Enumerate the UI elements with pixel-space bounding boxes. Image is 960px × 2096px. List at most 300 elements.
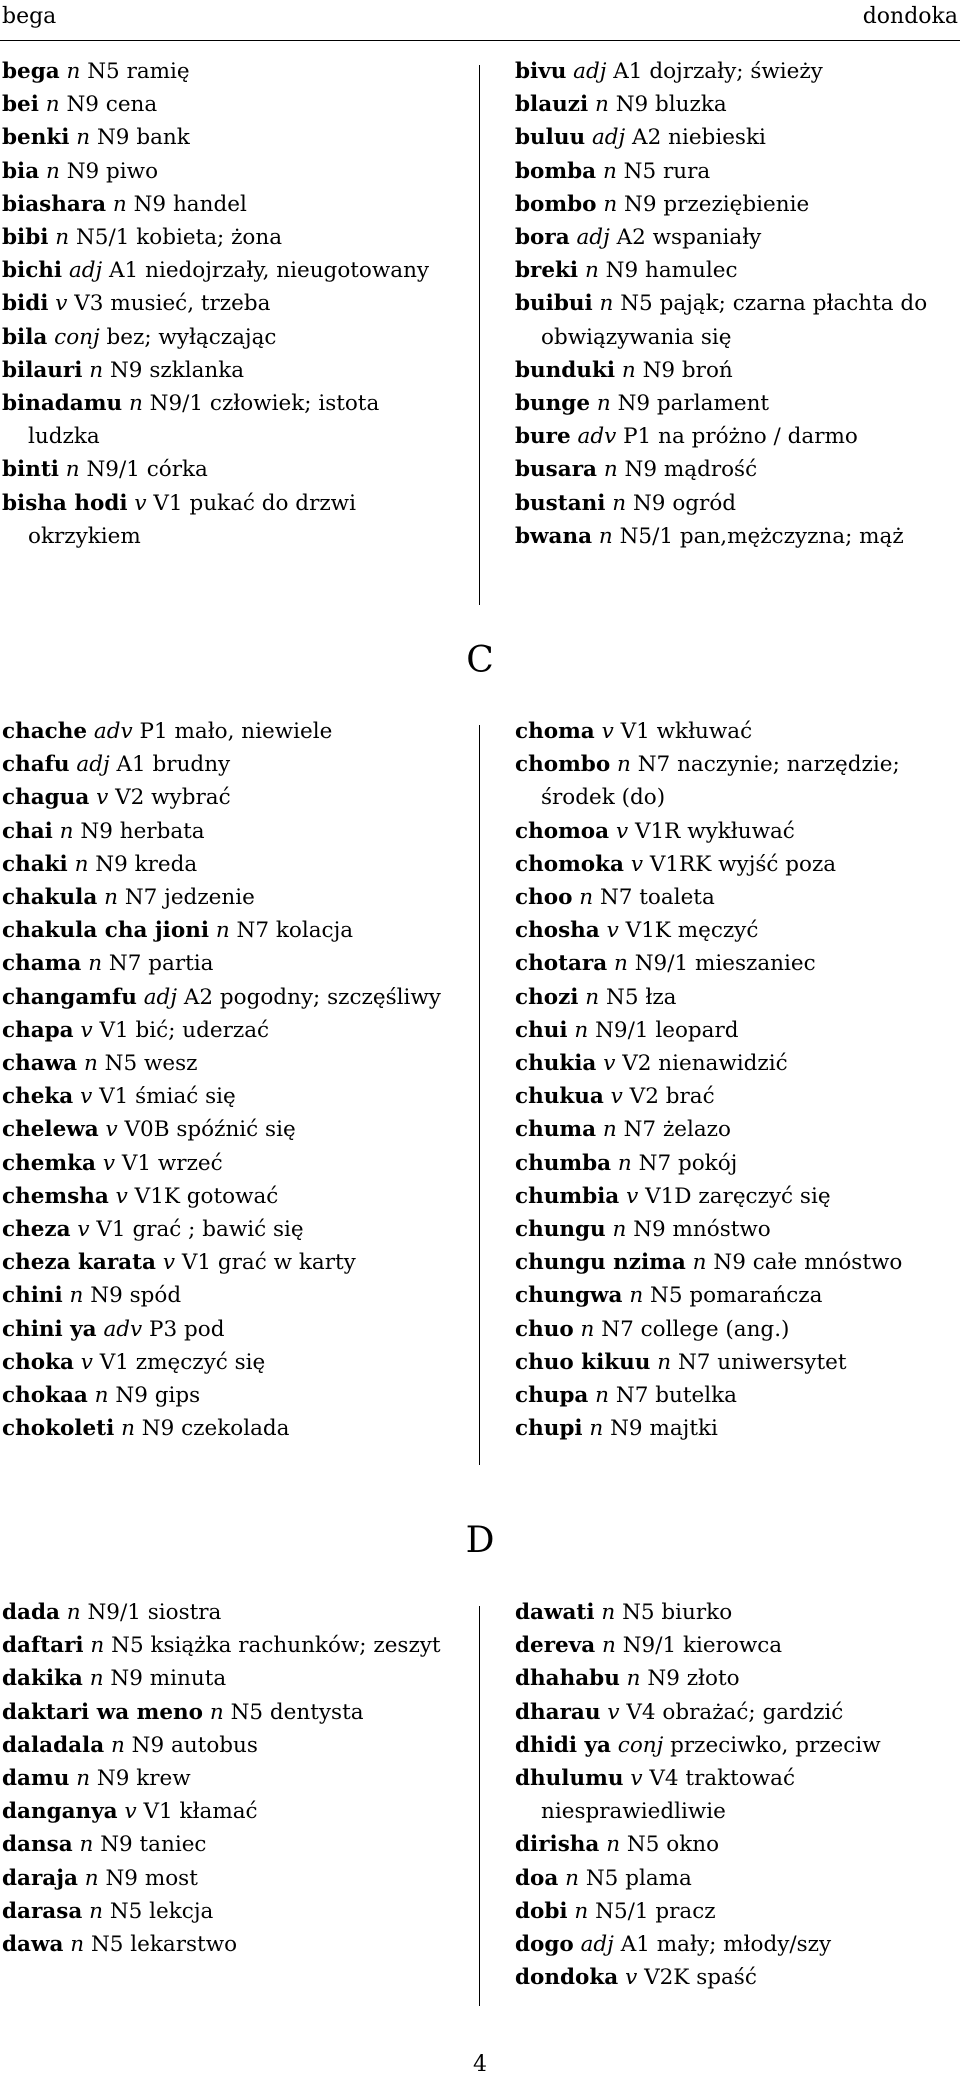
- entry-class: N9: [80, 818, 113, 844]
- dictionary-entry: [515, 981, 955, 1014]
- entry-headword: bunge: [515, 391, 591, 417]
- entry-part-of-speech: n: [585, 984, 600, 1010]
- entry-part-of-speech: n: [215, 918, 230, 944]
- entry-part-of-speech: n: [606, 1832, 621, 1858]
- dictionary-entry: [2, 1729, 442, 1762]
- entry-class: N7: [108, 951, 142, 977]
- entry-definition: gips: [154, 1383, 201, 1409]
- entry-definition: kobieta; żona: [136, 225, 283, 251]
- dictionary-entry: [515, 1928, 955, 1961]
- entry-headword: chagua: [2, 785, 90, 811]
- dictionary-entry: [515, 1313, 955, 1346]
- dictionary-entry: [2, 1313, 442, 1346]
- dictionary-entry: [515, 914, 955, 947]
- dictionary-entry: [515, 88, 955, 121]
- entry-definition: dentysta: [269, 1699, 364, 1725]
- entry-part-of-speech: n: [574, 1898, 589, 1924]
- entry-part-of-speech: n: [128, 391, 143, 417]
- entry-definition: mądrość: [663, 457, 758, 483]
- entry-definition: kolacja: [275, 918, 354, 944]
- entry-part-of-speech: n: [602, 1117, 617, 1143]
- entry-definition: traktować niesprawiedliwie: [541, 1766, 796, 1825]
- entry-part-of-speech: v: [162, 1250, 175, 1276]
- entry-class: A2: [183, 984, 214, 1010]
- entry-part-of-speech: adj: [576, 225, 610, 251]
- entry-headword: bichi: [2, 258, 63, 284]
- dictionary-entry: [515, 1629, 955, 1662]
- dictionary-entry: [2, 1180, 442, 1213]
- entry-definition: grać w karty: [217, 1250, 356, 1276]
- entry-headword: daftari: [2, 1633, 84, 1659]
- entry-part-of-speech: n: [84, 1865, 99, 1891]
- dictionary-entry: [515, 1828, 955, 1861]
- entry-class: V1: [181, 1250, 212, 1276]
- entry-part-of-speech: n: [83, 1051, 98, 1077]
- dictionary-entry: [2, 1113, 442, 1146]
- entry-headword: dawati: [515, 1600, 595, 1625]
- dictionary-entry: [515, 1014, 955, 1047]
- dictionary-entry: [515, 1596, 955, 1629]
- entry-definition: naczynie; narzędzie; środek (do): [541, 752, 900, 811]
- entry-part-of-speech: n: [121, 1416, 135, 1442]
- dictionary-entry: [2, 287, 442, 320]
- entry-class: V1: [620, 719, 650, 744]
- entry-definition: łza: [645, 984, 677, 1010]
- dictionary-entry: [515, 1047, 955, 1080]
- entry-part-of-speech: n: [617, 752, 631, 778]
- dictionary-entry: [515, 848, 955, 881]
- entry-headword: dhulumu: [515, 1766, 624, 1792]
- entry-class: N9: [610, 1416, 643, 1442]
- entry-class: V1: [99, 1084, 129, 1110]
- entry-headword: dada: [2, 1600, 60, 1625]
- entry-definition: pokój: [677, 1150, 738, 1176]
- section-d: [0, 1596, 960, 2016]
- entry-class: N5: [620, 291, 653, 317]
- entry-definition: szklanka: [149, 357, 245, 383]
- entry-part-of-speech: n: [76, 1766, 91, 1792]
- entry-class: V1: [153, 490, 183, 516]
- entry-definition: bluzka: [655, 92, 727, 118]
- entry-class: A1: [620, 1932, 650, 1958]
- entry-class: N9: [617, 391, 651, 417]
- entry-class: N7: [124, 885, 158, 911]
- entry-part-of-speech: n: [612, 490, 627, 516]
- entry-class: N9: [624, 191, 657, 217]
- dictionary-entry: [2, 1828, 442, 1861]
- entry-definition: pogodny; szczęśliwy: [219, 984, 441, 1010]
- entry-definition: ramię: [126, 59, 190, 84]
- entry-definition: jedzenie: [164, 885, 255, 911]
- entry-part-of-speech: n: [94, 1383, 109, 1409]
- dictionary-entry: [515, 1662, 955, 1695]
- entry-class: N5: [111, 1633, 144, 1659]
- entry-part-of-speech: adj: [68, 258, 103, 284]
- entry-definition: piwo: [106, 158, 159, 184]
- entry-part-of-speech: n: [580, 1316, 595, 1342]
- entry-definition: musieć, trzeba: [110, 291, 271, 317]
- entry-class: V1: [96, 1217, 126, 1243]
- entry-class: N9/1: [86, 457, 140, 483]
- entry-class: N5: [90, 1932, 124, 1958]
- entry-class: V2: [622, 1051, 652, 1077]
- entry-definition: nienawidzić: [658, 1051, 788, 1077]
- running-head-right: dondoka: [862, 4, 958, 29]
- section-b-right-column: [515, 55, 955, 553]
- entry-part-of-speech: n: [614, 951, 628, 977]
- entry-part-of-speech: v: [606, 918, 619, 944]
- dictionary-entry: [2, 1862, 442, 1895]
- dictionary-entry: [515, 1729, 955, 1762]
- entry-definition: pod: [184, 1316, 225, 1342]
- entry-part-of-speech: v: [134, 490, 147, 516]
- dictionary-entry: [2, 1412, 442, 1445]
- entry-class: N5: [230, 1699, 264, 1725]
- entry-headword: chumbia: [515, 1183, 620, 1209]
- dictionary-entry: [2, 1047, 442, 1080]
- entry-headword: bure: [515, 424, 571, 450]
- entry-class: A2: [632, 125, 662, 151]
- entry-headword: chini ya: [2, 1316, 97, 1342]
- entry-headword: chungu: [515, 1217, 606, 1243]
- entry-class: V1: [99, 1017, 129, 1043]
- entry-class: N5: [622, 1600, 655, 1625]
- entry-part-of-speech: adv: [577, 424, 617, 450]
- entry-headword: bibi: [2, 225, 49, 251]
- entry-definition: książka rachunków; zeszyt: [150, 1633, 441, 1659]
- entry-definition: przeziębienie: [663, 191, 810, 217]
- entry-class: A1: [109, 258, 139, 284]
- entry-class: A1: [116, 752, 146, 778]
- entry-headword: choo: [515, 885, 573, 911]
- dictionary-entry: [2, 1696, 442, 1729]
- entry-class: N5: [87, 59, 120, 84]
- dictionary-entry: [515, 520, 955, 553]
- entry-headword: chaki: [2, 851, 68, 877]
- entry-definition: spód: [129, 1283, 182, 1309]
- entry-class: N5: [109, 1898, 143, 1924]
- section-b: [0, 55, 960, 615]
- entry-part-of-speech: n: [69, 1283, 84, 1309]
- entry-definition: mało, niewiele: [174, 719, 333, 744]
- entry-headword: dhahabu: [515, 1666, 620, 1692]
- entry-part-of-speech: n: [65, 457, 80, 483]
- letter-heading-c: C: [466, 640, 494, 681]
- entry-part-of-speech: adj: [143, 984, 177, 1010]
- entry-definition: całe mnóstwo: [752, 1250, 903, 1276]
- entry-headword: chuma: [515, 1117, 597, 1143]
- entry-class: N9/1: [622, 1633, 677, 1659]
- entry-part-of-speech: conj: [54, 324, 100, 350]
- entry-part-of-speech: adv: [93, 719, 133, 744]
- entry-headword: chungu nzima: [515, 1250, 686, 1276]
- dictionary-entry: [2, 1762, 442, 1795]
- dictionary-entry: [515, 1113, 955, 1146]
- entry-definition: butelka: [655, 1383, 737, 1409]
- entry-headword: blauzi: [515, 92, 589, 118]
- entry-part-of-speech: adj: [580, 1932, 614, 1958]
- entry-headword: dansa: [2, 1832, 73, 1858]
- dictionary-entry: [515, 453, 955, 486]
- entry-definition: spaść: [696, 1965, 757, 1991]
- entry-part-of-speech: n: [601, 1600, 616, 1625]
- entry-definition: kierowca: [682, 1633, 783, 1659]
- dictionary-entry: [2, 321, 442, 354]
- entry-headword: chomoa: [515, 818, 610, 844]
- dictionary-entry: [515, 1246, 955, 1279]
- entry-headword: bega: [2, 59, 60, 84]
- entry-definition: rura: [662, 158, 711, 184]
- entry-definition: majtki: [649, 1416, 718, 1442]
- entry-headword: dondoka: [515, 1965, 619, 1991]
- entry-headword: chakula: [2, 885, 98, 911]
- entry-definition: zmęczyć się: [135, 1349, 266, 1375]
- dictionary-entry: [2, 715, 442, 748]
- entry-headword: chawa: [2, 1051, 78, 1077]
- entry-class: N9: [642, 357, 676, 383]
- entry-class: V4: [626, 1699, 656, 1725]
- entry-part-of-speech: n: [621, 357, 636, 383]
- entry-headword: damu: [2, 1766, 70, 1792]
- entry-part-of-speech: n: [594, 92, 609, 118]
- entry-class: V1R: [634, 818, 681, 844]
- entry-headword: chosha: [515, 918, 600, 944]
- dictionary-entry: [515, 715, 955, 748]
- section-d-right-column: [515, 1596, 955, 1994]
- entry-part-of-speech: v: [105, 1117, 118, 1143]
- dictionary-entry: [515, 881, 955, 914]
- entry-class: A1: [613, 59, 643, 84]
- entry-part-of-speech: n: [574, 1017, 589, 1043]
- dictionary-entry: [2, 88, 442, 121]
- entry-headword: chokoleti: [2, 1416, 115, 1442]
- dictionary-entry: [515, 1180, 955, 1213]
- entry-class: N9: [96, 125, 130, 151]
- entry-headword: daladala: [2, 1732, 105, 1758]
- entry-part-of-speech: n: [76, 125, 91, 151]
- entry-definition: pracz: [655, 1898, 716, 1924]
- dictionary-entry: [515, 1346, 955, 1379]
- entry-part-of-speech: n: [595, 1383, 610, 1409]
- entry-part-of-speech: n: [603, 191, 618, 217]
- dictionary-entry: [2, 55, 442, 88]
- entry-part-of-speech: n: [88, 951, 103, 977]
- entry-part-of-speech: n: [89, 357, 104, 383]
- entry-headword: dhidi ya: [515, 1732, 611, 1758]
- entry-class: N5: [623, 158, 657, 184]
- entry-headword: bwana: [515, 523, 593, 549]
- entry-part-of-speech: v: [607, 1699, 620, 1725]
- entry-headword: bivu: [515, 59, 567, 84]
- dictionary-entry: [2, 981, 442, 1014]
- entry-class: N9: [131, 1732, 165, 1758]
- entry-definition: brać: [665, 1084, 715, 1110]
- entry-class: N9: [110, 1666, 143, 1692]
- entry-class: V1: [143, 1799, 173, 1825]
- entry-headword: binti: [2, 457, 59, 483]
- entry-definition: uniwersytet: [717, 1349, 847, 1375]
- entry-definition: pająk; czarna płachta do obwiązywania się: [541, 291, 928, 350]
- entry-definition: minuta: [149, 1666, 227, 1692]
- entry-part-of-speech: n: [657, 1349, 672, 1375]
- entry-headword: benki: [2, 125, 70, 151]
- entry-class: V3: [74, 291, 104, 317]
- entry-part-of-speech: v: [55, 291, 68, 317]
- entry-part-of-speech: n: [626, 1666, 641, 1692]
- entry-definition: hamulec: [645, 258, 738, 284]
- entry-part-of-speech: n: [579, 885, 594, 911]
- dictionary-entry: [2, 1662, 442, 1695]
- entry-part-of-speech: adj: [591, 125, 626, 151]
- entry-headword: cheka: [2, 1084, 74, 1110]
- entry-class: V2: [629, 1084, 659, 1110]
- entry-part-of-speech: adj: [76, 752, 110, 778]
- entry-part-of-speech: n: [603, 457, 618, 483]
- entry-definition: mieszaniec: [695, 951, 816, 977]
- entry-part-of-speech: v: [80, 1017, 93, 1043]
- entry-part-of-speech: v: [630, 851, 643, 877]
- entry-class: P3: [149, 1316, 178, 1342]
- entry-class: N5: [104, 1051, 138, 1077]
- entry-headword: dakika: [2, 1666, 83, 1692]
- entry-class: N9: [615, 92, 649, 118]
- entry-class: N5: [585, 1865, 619, 1891]
- entry-headword: chemsha: [2, 1183, 109, 1209]
- column-rule: [479, 725, 480, 1465]
- entry-definition: partia: [148, 951, 214, 977]
- dictionary-entry: [515, 1961, 955, 1994]
- entry-class: N9: [105, 1865, 138, 1891]
- entry-headword: daraja: [2, 1865, 78, 1891]
- entry-class: N9: [95, 851, 128, 877]
- dictionary-entry: [2, 881, 442, 914]
- entry-class: N9: [133, 191, 167, 217]
- entry-class: V1D: [645, 1183, 692, 1209]
- entry-definition: broń: [681, 357, 733, 383]
- entry-part-of-speech: n: [617, 1150, 632, 1176]
- entry-definition: obrażać; gardzić: [662, 1699, 844, 1725]
- dictionary-entry: [2, 815, 442, 848]
- entry-definition: okno: [666, 1832, 720, 1858]
- entry-part-of-speech: v: [601, 719, 614, 744]
- entry-definition: krew: [136, 1766, 191, 1792]
- entry-headword: buibui: [515, 291, 593, 317]
- dictionary-entry: [515, 55, 955, 88]
- entry-definition: wybrać: [151, 785, 231, 811]
- entry-definition: toaleta: [639, 885, 715, 911]
- entry-definition: pan,mężczyzna; mąż: [679, 523, 904, 549]
- entry-part-of-speech: v: [80, 1084, 93, 1110]
- entry-definition: gotować: [186, 1183, 279, 1209]
- dictionary-entry: [2, 354, 442, 387]
- entry-definition: taniec: [139, 1832, 207, 1858]
- entry-class: N9/1: [634, 951, 689, 977]
- entry-part-of-speech: n: [59, 818, 74, 844]
- entry-class: N5/1: [619, 523, 674, 549]
- entry-part-of-speech: v: [77, 1217, 90, 1243]
- dictionary-entry: [515, 1762, 955, 1828]
- entry-headword: bidi: [2, 291, 49, 317]
- entry-headword: chai: [2, 818, 53, 844]
- entry-headword: cheza karata: [2, 1250, 156, 1276]
- entry-class: N9: [605, 258, 639, 284]
- entry-class: N7: [236, 918, 270, 944]
- entry-definition: college (ang.): [640, 1316, 790, 1342]
- entry-definition: biurko: [661, 1600, 733, 1625]
- dictionary-entry: [2, 487, 442, 553]
- dictionary-entry: [515, 487, 955, 520]
- dictionary-entry: [515, 155, 955, 188]
- entry-part-of-speech: v: [625, 1965, 638, 1991]
- dictionary-entry: [2, 1596, 442, 1629]
- entry-definition: handel: [172, 191, 247, 217]
- entry-headword: changamfu: [2, 984, 137, 1010]
- entry-definition: niedojrzały, nieugotowany: [145, 258, 430, 284]
- dictionary-entry: [2, 1928, 442, 1961]
- entry-part-of-speech: adv: [103, 1316, 143, 1342]
- entry-definition: wesz: [143, 1051, 198, 1077]
- entry-headword: breki: [515, 258, 579, 284]
- dictionary-entry: [515, 1080, 955, 1113]
- dictionary-entry: [2, 121, 442, 154]
- column-rule: [479, 65, 480, 605]
- dictionary-entry: [515, 287, 955, 353]
- dictionary-entry: [2, 1895, 442, 1928]
- entry-headword: daktari wa meno: [2, 1699, 204, 1725]
- entry-part-of-speech: n: [112, 191, 127, 217]
- entry-class: A2: [616, 225, 646, 251]
- entry-headword: chache: [2, 719, 88, 744]
- entry-definition: lekarstwo: [130, 1932, 238, 1958]
- entry-definition: śmiać się: [135, 1084, 236, 1110]
- running-head-left: bega: [2, 4, 57, 29]
- dictionary-entry: [515, 1279, 955, 1312]
- entry-part-of-speech: n: [612, 1217, 627, 1243]
- entry-part-of-speech: n: [104, 885, 118, 911]
- dictionary-entry: [2, 1080, 442, 1113]
- entry-class: N7: [638, 1150, 672, 1176]
- dictionary-entry: [515, 387, 955, 420]
- entry-definition: na próżno / darmo: [658, 424, 858, 450]
- entry-definition: bić; uderzać: [135, 1017, 270, 1043]
- entry-headword: dereva: [515, 1633, 596, 1659]
- entry-part-of-speech: v: [626, 1183, 639, 1209]
- entry-headword: dogo: [515, 1932, 574, 1958]
- entry-headword: biashara: [2, 191, 107, 217]
- entry-class: N7: [623, 1117, 657, 1143]
- entry-class: N9: [66, 158, 100, 184]
- entry-headword: bisha hodi: [2, 490, 128, 516]
- entry-headword: chui: [515, 1017, 568, 1043]
- entry-headword: chomoka: [515, 851, 624, 877]
- dictionary-entry: [2, 387, 442, 453]
- entry-definition: kłamać: [179, 1799, 258, 1825]
- entry-definition: lekcja: [149, 1898, 214, 1924]
- entry-headword: chama: [2, 951, 82, 977]
- entry-headword: chukua: [515, 1084, 604, 1110]
- entry-definition: mały; młody/szy: [656, 1932, 832, 1958]
- entry-part-of-speech: n: [629, 1283, 644, 1309]
- entry-class: N5/1: [75, 225, 130, 251]
- entry-class: V4: [649, 1766, 679, 1792]
- entry-headword: dharau: [515, 1699, 601, 1725]
- entry-headword: chapa: [2, 1017, 74, 1043]
- dictionary-entry: [2, 1014, 442, 1047]
- entry-headword: chafu: [2, 752, 70, 778]
- entry-class: N5: [650, 1283, 683, 1309]
- entry-headword: chelewa: [2, 1117, 99, 1143]
- dictionary-entry: [515, 947, 955, 980]
